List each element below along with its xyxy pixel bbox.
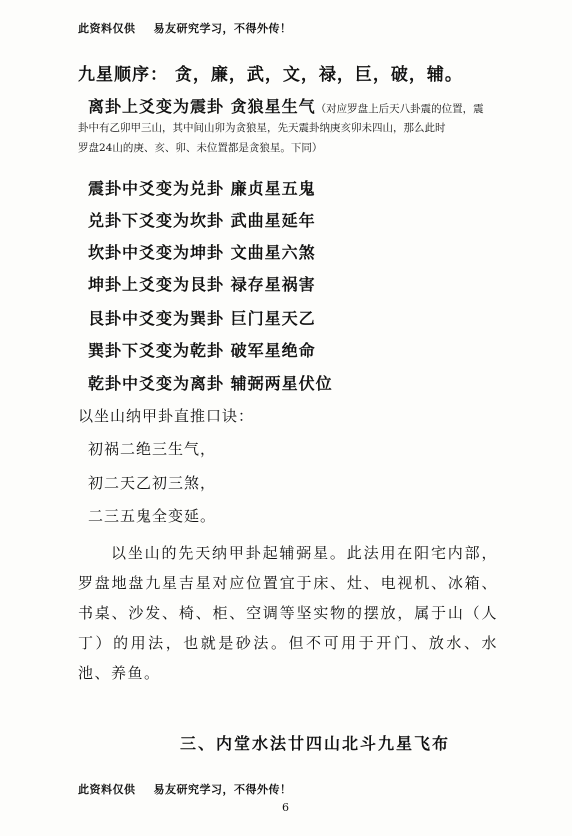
note-line-1: 卦中有乙卯甲三山，其中间山卯为贪狼星，先天震卦纳庚亥卯未四山，那么此时 xyxy=(78,122,446,134)
header-right: 易友研究学习，不得外传！ xyxy=(153,22,292,35)
footer-right: 易友研究学习，不得外传！ xyxy=(153,783,292,796)
chant-line-1: 初祸二绝三生气， xyxy=(88,440,217,458)
rule-line-7: 巽卦下爻变为乾卦 破军星绝命 xyxy=(88,341,316,360)
note-line-2: 罗盘24山的庚、亥、卯、未位置都是贪狼星。下同） xyxy=(78,142,323,154)
rule-line-1 xyxy=(88,94,484,117)
rule-line-3: 兑卦下爻变为坎卦 武曲星延年 xyxy=(88,211,316,230)
header-left: 此资料仅供 xyxy=(78,22,136,35)
chant-line-2: 初二天乙初三煞， xyxy=(88,474,217,492)
rule-line-2: 震卦中爻变为兑卦 廉贞星五鬼 xyxy=(88,179,316,198)
rule-line-6: 艮卦中爻变为巽卦 巨门星天乙 xyxy=(88,309,316,328)
section-heading: 三、内堂水法廿四山北斗九星飞布 xyxy=(180,734,451,753)
page-footer xyxy=(78,781,292,797)
nine-star-order-title: 九星顺序： 贪，廉，武，文，禄，巨，破，辅。 xyxy=(78,65,463,85)
rule-line-4: 坎卦中爻变为坤卦 文曲星六煞 xyxy=(88,243,316,262)
page-number: 6 xyxy=(282,801,289,814)
rule-line-5: 坤卦上爻变为艮卦 禄存星祸害 xyxy=(88,275,316,294)
rule-line-8: 乾卦中爻变为离卦 辅弼两星伏位 xyxy=(88,374,333,393)
footer-left: 此资料仅供 xyxy=(78,783,136,796)
usage-paragraph: 以坐山的先天纳甲卦起辅弼星。此法用在阳宅内部，罗盘地盘九星吉星对应位置宜于床、灶、电视机、冰箱、书桌、沙发、椅、柜、空调等坚实物的摆放，属于山（人丁）的用法，也就是砂法。但不可用于开门、放水、水池、养鱼。 xyxy=(78,544,498,682)
chant-heading: 以坐山纳甲卦直推口诀： xyxy=(78,407,255,425)
page-header xyxy=(78,20,292,36)
rule-note: （对应罗盘上后天八卦震的位置，震 xyxy=(315,103,484,115)
rule-text: 离卦上爻变为震卦 贪狼星生气 xyxy=(88,97,316,116)
chant-line-3: 二三五鬼全变延。 xyxy=(88,507,217,525)
